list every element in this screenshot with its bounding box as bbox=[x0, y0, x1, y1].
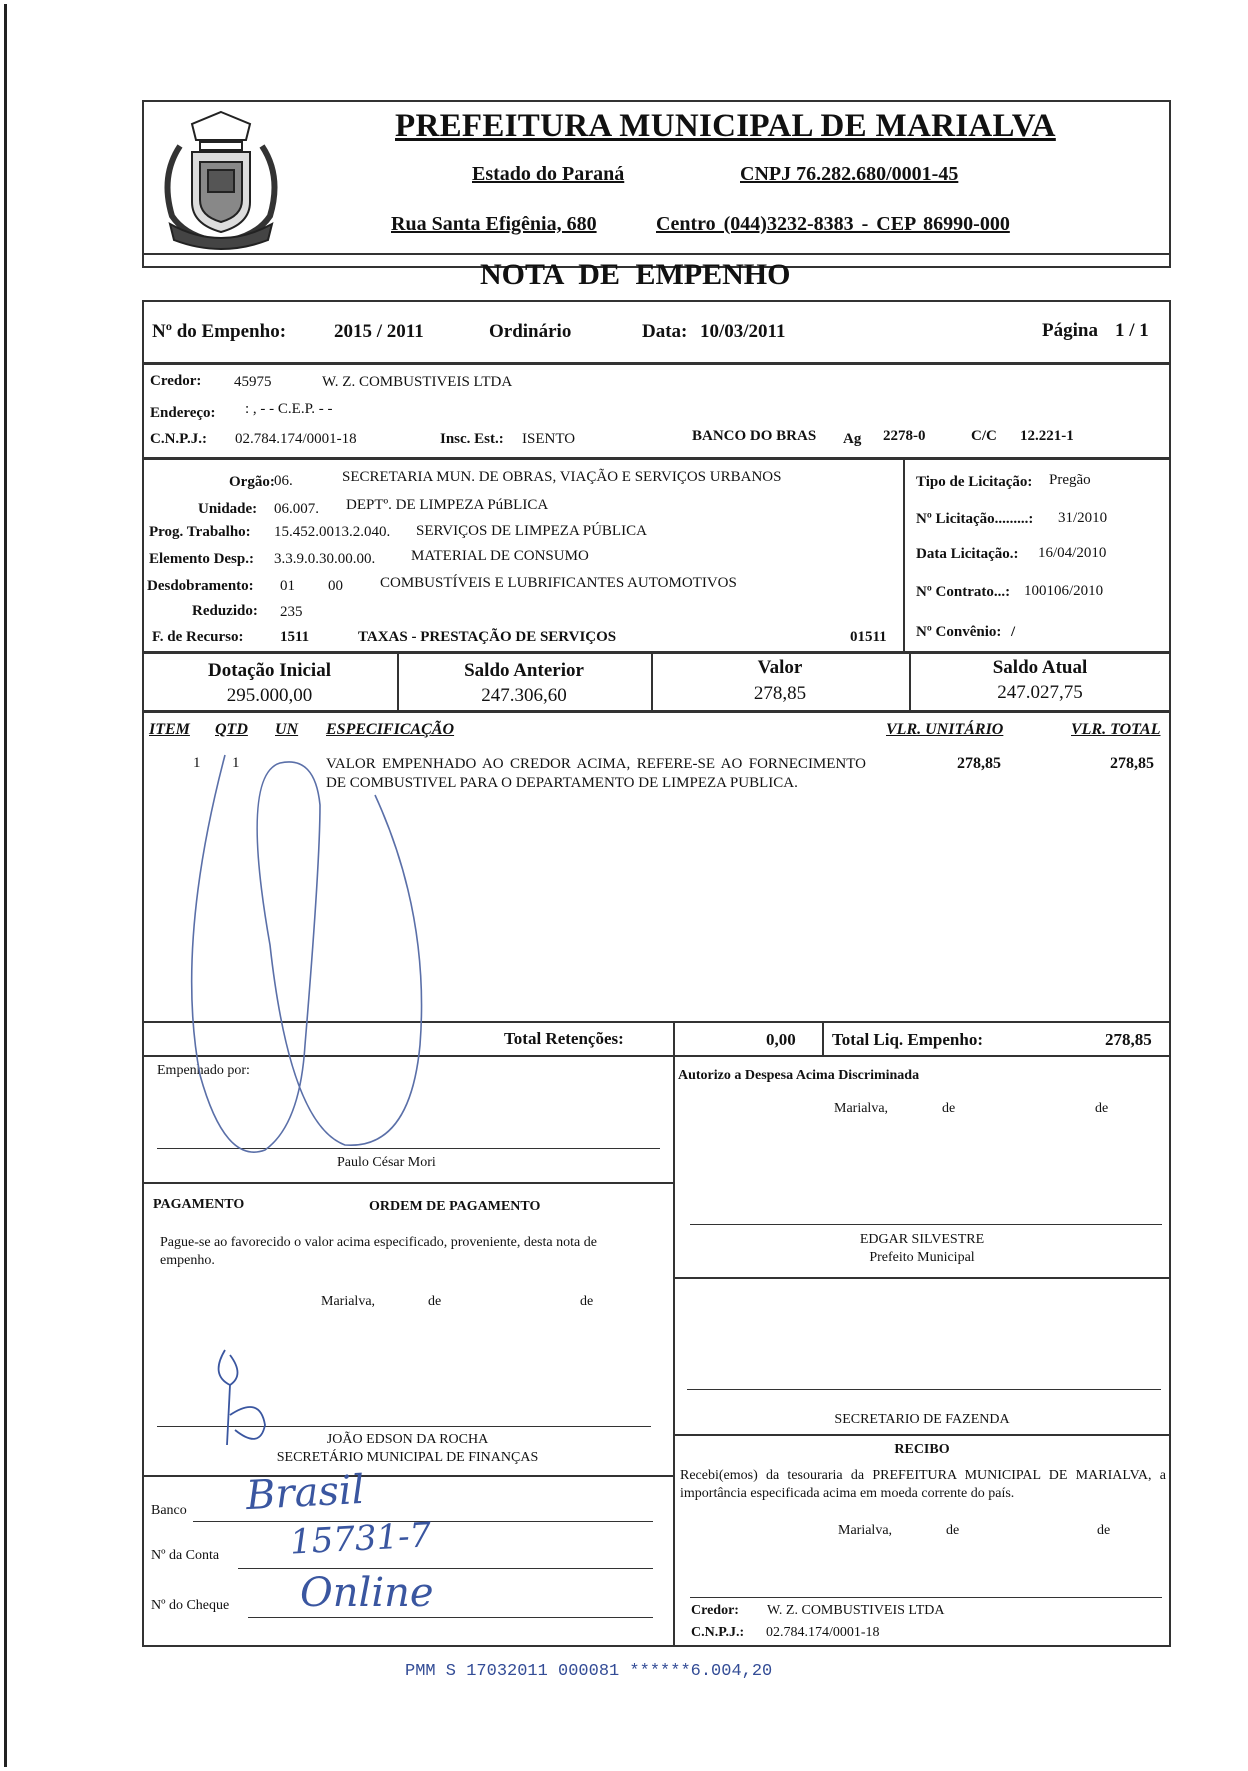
item-qty: 1 bbox=[232, 755, 240, 771]
valor-label: Valor bbox=[757, 657, 803, 678]
valor-value: 278,85 bbox=[753, 683, 807, 704]
credor-cnpj-label: C.N.P.J.: bbox=[150, 431, 207, 447]
saldo-atual-label: Saldo Atual bbox=[992, 657, 1088, 678]
autorizo-de-2: de bbox=[1095, 1101, 1109, 1116]
handwritten-signature bbox=[170, 745, 460, 1165]
recurso-code: 1511 bbox=[280, 629, 310, 645]
empenhado-signer: Paulo César Mori bbox=[337, 1155, 436, 1170]
address-rest: Centro (044)3232-8383 - CEP 86990-000 bbox=[656, 213, 1010, 235]
dotacao-inicial-value: 295.000,00 bbox=[226, 685, 313, 706]
recibo-cnpj-value: 02.784.174/0001-18 bbox=[766, 1625, 880, 1640]
autorizo-label: Autorizo a Despesa Acima Discriminada bbox=[678, 1068, 920, 1083]
items-header-un: UN bbox=[275, 721, 299, 738]
credor-label: Credor: bbox=[150, 373, 202, 389]
handwritten-bank: Brasil bbox=[244, 1466, 366, 1520]
coat-of-arms-logo bbox=[150, 106, 292, 256]
ag-value: 2278-0 bbox=[883, 428, 926, 444]
divider bbox=[822, 1021, 824, 1057]
insc-value: ISENTO bbox=[522, 431, 576, 447]
divider bbox=[142, 1182, 673, 1184]
signature-line bbox=[690, 1597, 1162, 1598]
handwritten-account: 15731-7 bbox=[289, 1515, 433, 1563]
liquid-label: Total Liq. Empenho: bbox=[832, 1030, 983, 1049]
licitacao-number-label: Nº Licitação.........: bbox=[916, 511, 1034, 527]
orgao-name: SECRETARIA MUN. DE OBRAS, VIAÇÃO E SERVIÇOS URBANOS bbox=[342, 469, 782, 485]
pagamento-city: Marialva, bbox=[321, 1294, 376, 1309]
contrato-value: 100106/2010 bbox=[1024, 583, 1104, 599]
handwritten-cheque: Online bbox=[300, 1570, 434, 1616]
handwritten-initials bbox=[205, 1345, 275, 1450]
item-total-value: 278,85 bbox=[1110, 755, 1154, 772]
date-label: Data: bbox=[642, 321, 688, 342]
elemento-code: 3.3.9.0.30.00.00. bbox=[274, 551, 376, 567]
empenho-number-label: Nº do Empenho: bbox=[152, 321, 287, 342]
desdobramento-label: Desdobramento: bbox=[147, 578, 254, 594]
credor-cnpj: 02.784.174/0001-18 bbox=[235, 431, 357, 447]
address-label: Endereço: bbox=[150, 405, 216, 421]
desdobramento-name: COMBUSTÍVEIS E LUBRIFICANTES AUTOMOTIVOS bbox=[380, 575, 737, 591]
page-label: Página bbox=[1042, 320, 1098, 341]
document-title: NOTA DE EMPENHO bbox=[480, 258, 791, 291]
page-number: 1 / 1 bbox=[1115, 320, 1149, 341]
elemento-label: Elemento Desp.: bbox=[149, 551, 254, 567]
state-label: Estado do Paraná bbox=[472, 163, 625, 185]
recibo-de-1: de bbox=[946, 1523, 960, 1538]
footer-stamp: PMM S 17032011 000081 ******6.004,20 bbox=[405, 1662, 773, 1681]
cc-value: 12.221-1 bbox=[1020, 428, 1074, 444]
recibo-city: Marialva, bbox=[838, 1523, 893, 1538]
divider bbox=[673, 1434, 1171, 1436]
prog-label: Prog. Trabalho: bbox=[149, 524, 251, 540]
recurso-number: 01511 bbox=[850, 629, 887, 645]
recibo-text: Recebi(emos) da tesouraria da PREFEITURA MUNICIPAL DE MARIALVA, a importância especificada acima em moeda corrente do país. bbox=[680, 1468, 1166, 1501]
items-header-item: ITEM bbox=[149, 721, 190, 738]
recibo-de-2: de bbox=[1097, 1523, 1111, 1538]
divider bbox=[673, 1055, 675, 1647]
credor-name: W. Z. COMBUSTIVEIS LTDA bbox=[322, 374, 513, 390]
ordem-pagamento-label: ORDEM DE PAGAMENTO bbox=[369, 1199, 541, 1214]
saldo-anterior-value: 247.306,60 bbox=[481, 685, 567, 706]
empenhado-label: Empenhado por: bbox=[157, 1063, 250, 1078]
credor-code: 45975 bbox=[234, 374, 272, 390]
municipality-title: PREFEITURA MUNICIPAL DE MARIALVA bbox=[395, 108, 1056, 144]
elemento-name: MATERIAL DE CONSUMO bbox=[411, 548, 589, 564]
signature-line bbox=[687, 1389, 1161, 1390]
fazenda-secretary-role: SECRETARIO DE FAZENDA bbox=[834, 1412, 1010, 1427]
licitacao-date: 16/04/2010 bbox=[1038, 545, 1107, 561]
pagamento-de-1: de bbox=[428, 1294, 442, 1309]
reduzido-value: 235 bbox=[280, 604, 303, 620]
licitacao-type-label: Tipo de Licitação: bbox=[916, 474, 1033, 490]
licitacao-date-label: Data Licitação.: bbox=[916, 546, 1019, 562]
pagamento-de-2: de bbox=[580, 1294, 594, 1309]
orgao-code: 06. bbox=[274, 473, 293, 489]
cnpj-label: CNPJ 76.282.680/0001-45 bbox=[740, 163, 959, 185]
unidade-label: Unidade: bbox=[198, 501, 258, 517]
reduzido-label: Reduzido: bbox=[192, 603, 258, 619]
recibo-credor-name: W. Z. COMBUSTIVEIS LTDA bbox=[767, 1603, 945, 1618]
address-street: Rua Santa Efigênia, 680 bbox=[391, 213, 597, 235]
convenio-label: Nº Convênio: bbox=[916, 624, 1002, 640]
recibo-credor-label: Credor: bbox=[691, 1603, 739, 1618]
finance-secretary-role: SECRETÁRIO MUNICIPAL DE FINANÇAS bbox=[276, 1450, 539, 1465]
items-header-especificacao: ESPECIFICAÇÃO bbox=[326, 721, 455, 738]
empenho-number: 2015 / 2011 bbox=[334, 321, 424, 342]
conta-line bbox=[238, 1568, 653, 1569]
autorizo-city: Marialva, bbox=[834, 1101, 889, 1116]
divider bbox=[142, 1475, 673, 1477]
prog-name: SERVIÇOS DE LIMPEZA PÚBLICA bbox=[416, 523, 647, 539]
divider bbox=[673, 1021, 675, 1057]
desdobramento-code-1: 01 bbox=[280, 578, 295, 594]
item-number: 1 bbox=[193, 755, 201, 771]
divider bbox=[903, 458, 905, 653]
credor-address: : , - - C.E.P. - - bbox=[245, 401, 333, 417]
items-header-qtd: QTD bbox=[215, 721, 248, 738]
cheque-line bbox=[248, 1617, 653, 1618]
mayor-name: EDGAR SILVESTRE bbox=[859, 1232, 985, 1247]
unidade-code: 06.007. bbox=[274, 501, 319, 517]
pagamento-text: Pague-se ao favorecido o valor acima especificado, proveniente, desta nota de empenho. bbox=[160, 1235, 597, 1268]
saldo-anterior-label: Saldo Anterior bbox=[464, 660, 584, 681]
divider bbox=[673, 1277, 1171, 1279]
items-header-unit-value: VLR. UNITÁRIO bbox=[886, 721, 1004, 738]
saldo-atual-value: 247.027,75 bbox=[997, 682, 1083, 703]
autorizo-de-1: de bbox=[942, 1101, 956, 1116]
recibo-cnpj-label: C.N.P.J.: bbox=[691, 1625, 745, 1640]
convenio-value: / bbox=[1011, 624, 1016, 640]
retencoes-label: Total Retenções: bbox=[504, 1029, 624, 1048]
banco-label: Banco bbox=[151, 1503, 187, 1518]
insc-label: Insc. Est.: bbox=[440, 431, 504, 447]
empenho-date: 10/03/2011 bbox=[700, 321, 786, 342]
empenho-type: Ordinário bbox=[489, 321, 572, 342]
divider bbox=[142, 253, 1171, 255]
cc-label: C/C bbox=[971, 428, 997, 444]
recurso-label: F. de Recurso: bbox=[152, 629, 244, 645]
liquid-value: 278,85 bbox=[1105, 1030, 1152, 1049]
dotacao-inicial-label: Dotação Inicial bbox=[208, 660, 331, 681]
item-description: VALOR EMPENHADO AO CREDOR ACIMA, REFERE-SE AO FORNECIMENTO DE COMBUSTIVEL PARA O DEPARTAMENTO DE LIMPEZA PUBLICA. bbox=[326, 756, 866, 791]
licitacao-number: 31/2010 bbox=[1058, 510, 1108, 526]
ag-label: Ag bbox=[843, 431, 862, 447]
contrato-label: Nº Contrato...: bbox=[916, 584, 1011, 600]
recurso-name: TAXAS - PRESTAÇÃO DE SERVIÇOS bbox=[358, 629, 617, 645]
signature-line bbox=[690, 1224, 1162, 1225]
retencoes-value: 0,00 bbox=[766, 1030, 796, 1049]
finance-secretary-name: JOÃO EDSON DA ROCHA bbox=[326, 1432, 489, 1447]
pagamento-label: PAGAMENTO bbox=[153, 1197, 245, 1212]
orgao-label: Orgão: bbox=[229, 474, 275, 490]
item-unit-value: 278,85 bbox=[957, 755, 1001, 772]
cheque-label: Nº do Cheque bbox=[151, 1598, 230, 1613]
items-header-total-value: VLR. TOTAL bbox=[1071, 721, 1161, 738]
licitacao-type: Pregão bbox=[1049, 472, 1091, 488]
desdobramento-code-2: 00 bbox=[328, 578, 343, 594]
bank-name: BANCO DO BRAS bbox=[692, 428, 817, 444]
conta-label: Nº da Conta bbox=[151, 1548, 220, 1563]
unidade-name: DEPTº. DE LIMPEZA PúBLICA bbox=[346, 497, 549, 513]
prog-code: 15.452.0013.2.040. bbox=[274, 524, 391, 540]
recibo-title: RECIBO bbox=[894, 1442, 950, 1457]
mayor-role: Prefeito Municipal bbox=[869, 1250, 975, 1265]
